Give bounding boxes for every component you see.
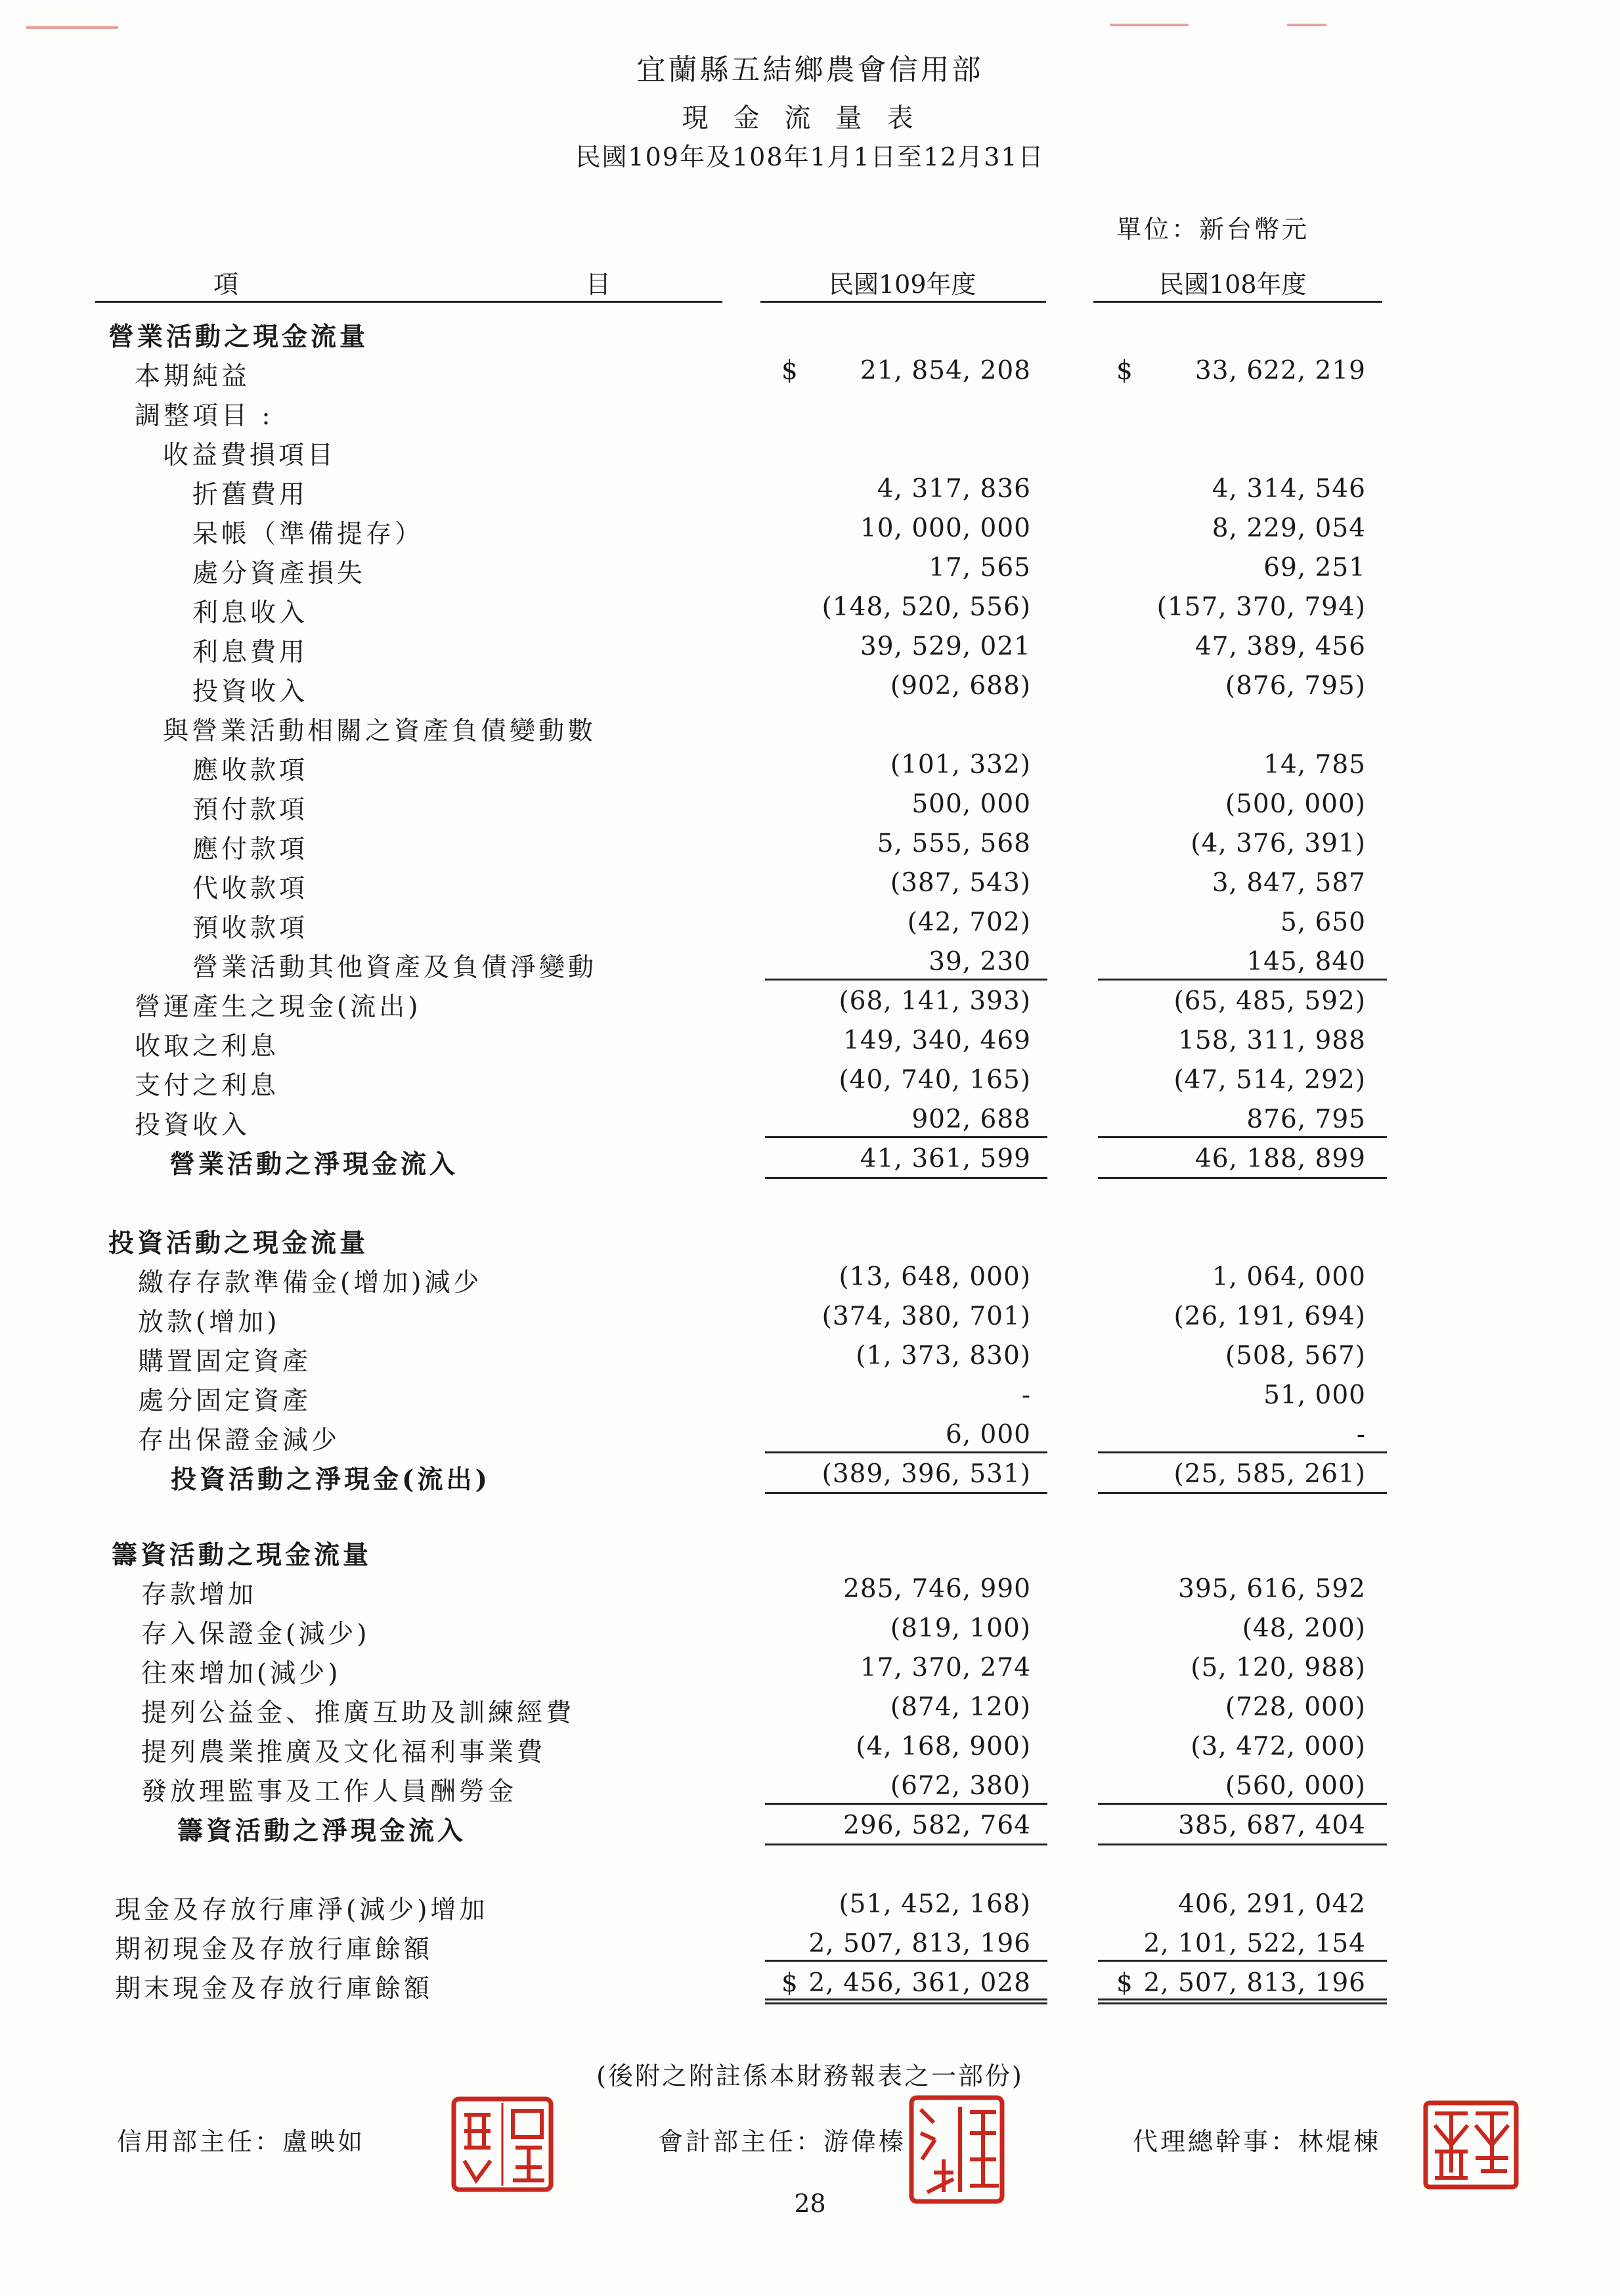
page-number: 28 <box>794 2189 826 2218</box>
subtotal-rule <box>765 1960 1047 1962</box>
value-108: (47, 514, 292) <box>1173 1065 1366 1095</box>
value-108: 406, 291, 042 <box>1178 1889 1366 1919</box>
row-label: 收取之利息 <box>135 1032 280 1061</box>
value-109: (672, 380) <box>890 1771 1031 1801</box>
value-109: (4, 168, 900) <box>856 1732 1031 1761</box>
subtotal-rule <box>765 1177 1047 1179</box>
subtotal-rule <box>765 1451 1047 1453</box>
header-rule <box>1093 301 1382 303</box>
table-row <box>0 314 1620 353</box>
table-row <box>0 472 1620 511</box>
subtotal-rule <box>1098 1843 1387 1845</box>
value-108: 47, 389, 456 <box>1194 632 1366 661</box>
scan-mark <box>26 26 118 29</box>
row-label: 與營業活動相關之資產負債變動數 <box>163 717 597 746</box>
row-label: 預付款項 <box>192 795 309 825</box>
value-109: - <box>1021 1380 1031 1410</box>
row-label: 籌資活動之淨現金流入 <box>177 1816 467 1846</box>
value-108: 69, 251 <box>1263 553 1366 583</box>
table-row <box>0 787 1620 826</box>
row-label: 期初現金及存放行庫餘額 <box>115 1935 433 1964</box>
value-109: (68, 141, 393) <box>839 986 1031 1016</box>
value-109: (874, 120) <box>890 1692 1031 1722</box>
row-label: 籌資活動之現金流量 <box>112 1540 372 1570</box>
currency-symbol: $ <box>781 1968 798 1998</box>
value-108: 33, 622, 219 <box>1194 356 1366 386</box>
value-108: 5, 650 <box>1280 908 1366 937</box>
table-row <box>0 1650 1620 1690</box>
value-109: 21, 854, 208 <box>860 356 1031 386</box>
table-row <box>0 1378 1620 1417</box>
value-109: 39, 230 <box>929 947 1031 977</box>
table-row <box>0 984 1620 1023</box>
table-row <box>0 1611 1620 1650</box>
value-109: 39, 529, 021 <box>860 632 1031 661</box>
row-label: 存款增加 <box>141 1580 257 1610</box>
table-row <box>0 1338 1620 1378</box>
value-108: 1, 064, 000 <box>1212 1262 1366 1292</box>
value-108: 51, 000 <box>1263 1380 1366 1410</box>
row-label: 調整項目 : <box>135 401 274 431</box>
row-label: 支付之利息 <box>135 1071 280 1101</box>
value-109: 10, 000, 000 <box>860 514 1031 543</box>
value-108: 385, 687, 404 <box>1178 1811 1366 1840</box>
subtotal-rule <box>1098 979 1387 981</box>
value-109: (1, 373, 830) <box>856 1341 1031 1371</box>
table-row <box>0 393 1620 432</box>
value-108: (4, 376, 391) <box>1191 829 1366 858</box>
value-108: (25, 585, 261) <box>1173 1459 1366 1489</box>
value-108: (48, 200) <box>1242 1614 1366 1643</box>
row-label: 提列公益金、推廣互助及訓練經費 <box>141 1698 575 1728</box>
table-row <box>0 1063 1620 1102</box>
value-109: (40, 740, 165) <box>839 1065 1031 1095</box>
value-109: 17, 565 <box>929 553 1031 583</box>
table-row <box>0 1729 1620 1769</box>
table-row <box>0 669 1620 708</box>
row-label: 繳存存款準備金(增加)減少 <box>138 1268 483 1298</box>
value-109: 902, 688 <box>911 1105 1031 1134</box>
table-row <box>0 1299 1620 1338</box>
value-108: (508, 567) <box>1225 1341 1366 1371</box>
value-109: (13, 648, 000) <box>839 1262 1031 1292</box>
subtotal-rule <box>1098 1177 1387 1179</box>
row-label: 利息收入 <box>192 598 309 628</box>
currency-symbol: $ <box>781 356 798 386</box>
column-header-item-end: 目 <box>586 270 611 299</box>
value-109: 6, 000 <box>945 1420 1031 1449</box>
row-label: 提列農業推廣及文化福利事業費 <box>141 1738 546 1767</box>
table-row <box>0 353 1620 393</box>
signature-credit-director: 信用部主任：盧映如 <box>117 2127 366 2156</box>
row-label: 營業活動之現金流量 <box>108 322 369 352</box>
value-109: 296, 582, 764 <box>843 1811 1031 1840</box>
value-108: (157, 370, 794) <box>1156 592 1366 622</box>
value-108: 158, 311, 988 <box>1178 1026 1366 1055</box>
table-row <box>0 629 1620 669</box>
row-label: 應收款項 <box>192 756 309 785</box>
row-label: 處分資產損失 <box>192 559 366 588</box>
table-row <box>0 1769 1620 1808</box>
value-109: 500, 000 <box>911 789 1031 819</box>
column-header-item: 項 <box>213 270 239 299</box>
subtotal-rule <box>1098 1492 1387 1494</box>
table-row <box>0 1532 1620 1572</box>
table-row <box>0 590 1620 629</box>
value-108: (500, 000) <box>1225 789 1366 819</box>
value-109: 41, 361, 599 <box>860 1144 1031 1174</box>
row-label: 利息費用 <box>192 638 309 667</box>
value-109: (387, 543) <box>890 868 1031 898</box>
row-label: 營業活動其他資產及負債淨變動 <box>192 953 598 982</box>
row-label: 期末現金及存放行庫餘額 <box>115 1974 433 2004</box>
row-label: 折舊費用 <box>192 480 309 510</box>
org-title: 宜蘭縣五結鄉農會信用部 <box>636 53 984 87</box>
subtotal-rule <box>1098 1960 1387 1962</box>
total-double-rule <box>765 1998 1047 2004</box>
row-label: 現金及存放行庫淨(減少)增加 <box>115 1895 489 1925</box>
currency-symbol: $ <box>1116 1968 1133 1998</box>
total-double-rule <box>1098 1998 1387 2004</box>
footnote: (後附之附註係本財務報表之一部份) <box>596 2062 1024 2090</box>
table-row <box>0 944 1620 984</box>
row-label: 投資活動之淨現金(流出) <box>171 1465 491 1495</box>
column-header-108: 民國108年度 <box>1159 270 1307 299</box>
table-row <box>0 1417 1620 1457</box>
row-label: 存出保證金減少 <box>138 1426 341 1455</box>
value-109: (902, 688) <box>890 671 1031 701</box>
table-row <box>0 1220 1620 1260</box>
value-108: 14, 785 <box>1263 750 1366 780</box>
row-label: 投資活動之現金流量 <box>108 1228 369 1258</box>
table-row <box>0 1690 1620 1729</box>
table-row <box>0 1260 1620 1299</box>
row-label: 投資收入 <box>135 1111 251 1140</box>
unit-label: 單位：新台幣元 <box>1116 215 1310 244</box>
value-109: (374, 380, 701) <box>821 1302 1031 1331</box>
value-108: 395, 616, 592 <box>1178 1574 1366 1604</box>
value-109: 2, 507, 813, 196 <box>808 1929 1031 1958</box>
table-row <box>0 511 1620 550</box>
scan-mark <box>1287 24 1326 26</box>
value-108: 4, 314, 546 <box>1212 474 1366 504</box>
table-row <box>0 550 1620 590</box>
table-row <box>0 826 1620 866</box>
table-row <box>0 866 1620 905</box>
table-row <box>0 1808 1620 1847</box>
subtotal-rule <box>1098 1803 1387 1805</box>
table-row <box>0 905 1620 944</box>
period-subtitle: 民國109年及108年1月1日至12月31日 <box>575 143 1045 171</box>
subtotal-rule <box>765 1136 1047 1138</box>
table-row <box>0 708 1620 747</box>
subtotal-rule <box>765 1843 1047 1845</box>
row-label: 收益費損項目 <box>163 441 337 470</box>
row-label: 往來增加(減少) <box>141 1659 341 1689</box>
column-header-109: 民國109年度 <box>829 270 976 299</box>
table-row <box>0 1457 1620 1496</box>
value-109: (389, 396, 531) <box>821 1459 1031 1489</box>
scan-mark <box>1110 24 1189 26</box>
value-109: 149, 340, 469 <box>843 1026 1031 1055</box>
table-row <box>0 432 1620 472</box>
row-label: 應付款項 <box>192 835 309 864</box>
value-108: 2, 101, 522, 154 <box>1143 1929 1366 1958</box>
row-label: 投資收入 <box>192 677 309 707</box>
value-108: (876, 795) <box>1225 671 1366 701</box>
value-108: 8, 229, 054 <box>1212 514 1366 543</box>
signature-acting-general-secretary: 代理總幹事：林焜棟 <box>1133 2127 1382 2156</box>
table-row <box>0 1023 1620 1063</box>
row-label: 營運產生之現金(流出) <box>135 992 422 1022</box>
table-row <box>0 747 1620 787</box>
value-108: (3, 472, 000) <box>1191 1732 1366 1761</box>
row-label: 呆帳（準備提存） <box>192 519 424 549</box>
value-108: (5, 120, 988) <box>1191 1653 1366 1683</box>
value-108: 3, 847, 587 <box>1212 868 1366 898</box>
value-108: (65, 485, 592) <box>1173 986 1366 1016</box>
row-label: 營業活動之淨現金流入 <box>169 1149 459 1180</box>
row-label: 本期純益 <box>135 362 251 391</box>
seal-stamp-1 <box>450 2095 555 2194</box>
table-row <box>0 1887 1620 1926</box>
header-rule <box>95 301 722 303</box>
subtotal-rule <box>765 1492 1047 1494</box>
row-label: 代收款項 <box>192 874 309 904</box>
value-108: (26, 191, 694) <box>1173 1302 1366 1331</box>
subtotal-rule <box>1098 1136 1387 1138</box>
table-row <box>0 1572 1620 1611</box>
seal-stamp-3 <box>1422 2099 1520 2191</box>
value-108: - <box>1356 1420 1366 1449</box>
row-label: 處分固定資產 <box>138 1386 312 1416</box>
value-109: 4, 317, 836 <box>877 474 1031 504</box>
value-108: (560, 000) <box>1225 1771 1366 1801</box>
row-label: 發放理監事及工作人員酬勞金 <box>141 1777 517 1807</box>
value-109: 5, 555, 568 <box>877 829 1031 858</box>
row-label: 放款(增加) <box>138 1308 280 1337</box>
signature-accounting-director: 會計部主任：游偉榛 <box>658 2127 907 2156</box>
row-label: 預收款項 <box>192 914 309 943</box>
currency-symbol: $ <box>1116 356 1133 386</box>
value-109: (819, 100) <box>890 1614 1031 1643</box>
value-109: 2, 456, 361, 028 <box>808 1968 1031 1998</box>
statement-title: 現金流量表 <box>682 103 938 133</box>
table-row <box>0 1102 1620 1141</box>
table-row <box>0 1141 1620 1181</box>
subtotal-rule <box>1098 1451 1387 1453</box>
value-109: 285, 746, 990 <box>843 1574 1031 1604</box>
value-109: (148, 520, 556) <box>821 592 1031 622</box>
value-108: 46, 188, 899 <box>1194 1144 1366 1174</box>
value-109: (42, 702) <box>907 908 1031 937</box>
value-109: 17, 370, 274 <box>860 1653 1031 1683</box>
value-109: (51, 452, 168) <box>839 1889 1031 1919</box>
value-109: (101, 332) <box>890 750 1031 780</box>
subtotal-rule <box>765 1803 1047 1805</box>
value-108: 145, 840 <box>1246 947 1366 977</box>
value-108: 876, 795 <box>1246 1105 1366 1134</box>
subtotal-rule <box>765 979 1047 981</box>
row-label: 存入保證金(減少) <box>141 1620 370 1649</box>
value-108: (728, 000) <box>1225 1692 1366 1722</box>
header-rule <box>760 301 1046 303</box>
row-label: 購置固定資產 <box>138 1347 312 1377</box>
value-108: 2, 507, 813, 196 <box>1143 1968 1366 1998</box>
